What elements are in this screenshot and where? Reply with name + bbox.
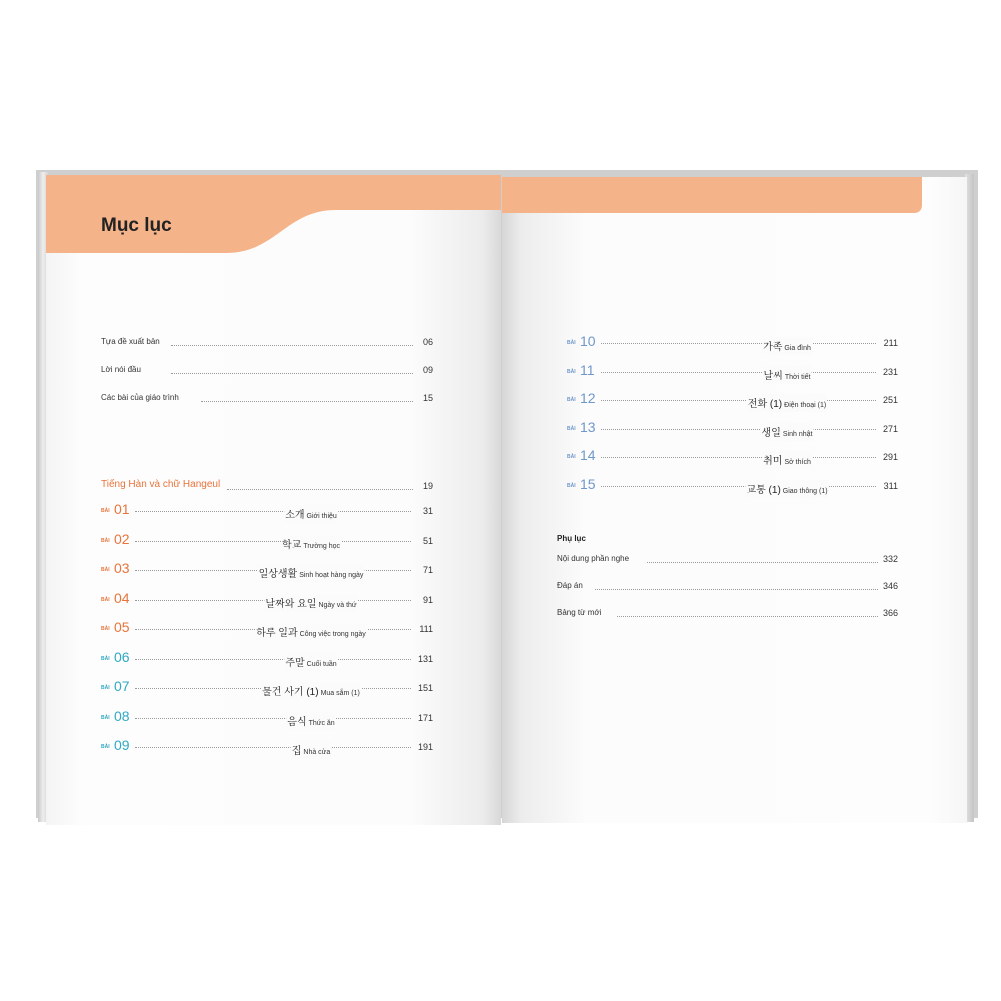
lesson-bai-label: BÀI (101, 537, 110, 544)
lesson-title-vietnamese: Thức ăn (308, 719, 335, 727)
lesson-bai-label: BÀI (567, 454, 576, 461)
dot-leader (601, 343, 876, 344)
lesson-number: 06 (114, 648, 130, 665)
lesson-title-korean: 물건 사기 (1) (262, 687, 319, 698)
lesson-entry[interactable] (101, 649, 433, 667)
lesson-number: 11 (580, 361, 595, 378)
lesson-title-korean: 학교 (282, 539, 302, 551)
lesson-bai-label: BÀI (101, 685, 110, 691)
dot-leader (227, 489, 413, 490)
lesson-title-korean: 일상생활 (258, 569, 298, 580)
section-hangeul[interactable] (101, 478, 433, 492)
lesson-bai-label: BÀI (101, 626, 110, 632)
lesson-title-korean: 취미 (763, 456, 783, 468)
lesson-entry[interactable] (101, 590, 433, 608)
appendix-title: Phụ lục (557, 534, 586, 543)
lesson-page: 171 (417, 712, 433, 723)
dot-leader (647, 562, 878, 563)
lesson-entry[interactable] (567, 419, 898, 437)
lesson-entry[interactable] (567, 476, 898, 494)
lesson-bai-label: BÀI (101, 567, 110, 573)
dot-leader (601, 457, 876, 458)
lesson-title-vietnamese: Sở thích (784, 459, 811, 467)
dot-leader (617, 616, 878, 617)
lesson-entry[interactable] (101, 708, 433, 726)
lesson-title-vietnamese: Điện thoại (1) (784, 402, 827, 410)
intro-entry-label: Các bài của giáo trình (101, 393, 179, 402)
dot-leader (135, 718, 411, 719)
appendix-entry-label: Nội dung phần nghe (557, 554, 630, 563)
lesson-number: 13 (580, 418, 596, 435)
lesson-bai-label: BÀI (101, 655, 110, 662)
intro-entry-label: Tựa đề xuất bản (101, 337, 160, 346)
lesson-entry[interactable] (101, 619, 433, 637)
lesson-title (745, 480, 828, 498)
lesson-number: 04 (114, 589, 130, 606)
lesson-title-vietnamese: Cuối tuần (306, 660, 337, 668)
lesson-title (284, 653, 337, 671)
intro-entry-page: 15 (422, 393, 433, 403)
lesson-page: 311 (883, 481, 898, 491)
appendix-entry-label: Bảng từ mới (557, 608, 602, 617)
dot-leader (201, 401, 413, 402)
lesson-number: 15 (580, 476, 596, 492)
lesson-bai-label: BÀI (101, 596, 110, 603)
lesson-page: 71 (422, 565, 433, 575)
appendix-entry-page: 366 (882, 608, 898, 618)
lesson-page: 151 (417, 683, 433, 693)
lesson-entry[interactable] (101, 531, 433, 549)
lesson-page: 211 (883, 338, 898, 348)
appendix-entry-label: Đáp án (557, 581, 583, 590)
section-page: 19 (422, 481, 433, 491)
right-page (502, 177, 967, 823)
lesson-page: 231 (882, 366, 898, 377)
lesson-bai-label: BÀI (101, 744, 110, 750)
lesson-page: 251 (882, 395, 898, 406)
appendix-entry-page: 332 (882, 554, 898, 564)
lesson-title (762, 337, 812, 355)
lesson-number: 09 (114, 737, 130, 753)
lesson-number: 14 (580, 447, 596, 464)
lesson-page: 31 (422, 506, 433, 516)
lesson-entry[interactable] (567, 390, 898, 411)
appendix-entry[interactable] (557, 551, 898, 565)
lesson-bai-label: BÀI (101, 714, 110, 721)
lesson-title-vietnamese: Gia đình (784, 345, 811, 352)
lesson-title-vietnamese: Công việc trong ngày (299, 631, 366, 638)
intro-entry-page: 09 (422, 365, 433, 375)
dot-leader (601, 486, 876, 487)
lesson-title-vietnamese: Giao thông (1) (782, 488, 828, 495)
header-band-right (502, 177, 967, 217)
lesson-bai-label: BÀI (567, 397, 576, 404)
lesson-title-vietnamese: Thời tiết (784, 373, 811, 381)
lesson-number: 05 (114, 619, 130, 635)
lesson-title-korean: 소개 (285, 510, 305, 521)
lesson-title (264, 594, 357, 612)
lesson-bai-label: BÀI (567, 483, 576, 489)
dot-leader (601, 400, 876, 401)
lesson-entry[interactable] (101, 560, 433, 578)
lesson-title-korean: 날짜와 요일 (265, 598, 317, 610)
dot-leader (601, 429, 876, 430)
lesson-title (286, 712, 335, 730)
lesson-entry[interactable] (101, 737, 433, 755)
lesson-number: 01 (114, 501, 130, 517)
lesson-title (761, 423, 814, 441)
dot-leader (171, 373, 413, 374)
lesson-title-korean: 집 (291, 746, 302, 757)
lesson-page: 271 (882, 423, 898, 434)
lesson-bai-label: BÀI (567, 368, 576, 375)
lesson-title-korean: 날씨 (763, 370, 783, 382)
dot-leader (171, 345, 413, 346)
lesson-entry[interactable] (101, 678, 433, 696)
lesson-title (763, 366, 812, 384)
lesson-page: 51 (422, 535, 433, 546)
lesson-title-korean: 음식 (287, 716, 307, 728)
lesson-title-vietnamese: Nhà cửa (303, 749, 331, 756)
dot-leader (135, 511, 411, 512)
lesson-number: 02 (114, 530, 130, 547)
lesson-page: 191 (417, 742, 433, 752)
lesson-title (747, 394, 827, 412)
intro-entry[interactable] (101, 390, 433, 404)
lesson-title-korean: 전화 (1) (747, 399, 783, 411)
intro-entry-page: 06 (422, 337, 433, 347)
lesson-title (291, 741, 332, 759)
dot-leader (135, 659, 411, 660)
intro-entry[interactable] (101, 362, 433, 376)
lesson-entry[interactable] (567, 362, 898, 380)
lesson-title-korean: 하루 일과 (256, 628, 298, 639)
lesson-entry[interactable] (567, 447, 898, 468)
lesson-entry[interactable] (101, 501, 433, 519)
intro-entry-label: Lời nói đầu (101, 365, 141, 374)
dot-leader (135, 541, 411, 542)
lesson-title (255, 623, 367, 641)
appendix-entry-page: 346 (882, 581, 898, 591)
lesson-title-vietnamese: Giới thiệu (306, 513, 337, 520)
page-title: Mục lục (101, 215, 172, 236)
dot-leader (135, 747, 411, 748)
lesson-page: 111 (419, 624, 433, 634)
intro-entry[interactable] (101, 334, 433, 348)
lesson-number: 08 (114, 707, 130, 724)
lesson-title-korean: 생일 (761, 427, 781, 439)
lesson-number: 07 (114, 678, 130, 694)
lesson-title-korean: 주말 (285, 657, 305, 669)
appendix-entry[interactable] (557, 605, 898, 619)
dot-leader (601, 372, 876, 373)
lesson-bai-label: BÀI (567, 340, 576, 346)
lesson-bai-label: BÀI (567, 425, 576, 432)
lesson-title-korean: 가족 (763, 342, 783, 353)
lesson-title (284, 505, 338, 523)
lesson-title-vietnamese: Trường học (303, 542, 340, 550)
lesson-title (261, 682, 361, 700)
lesson-title-vietnamese: Mua sắm (1) (320, 690, 360, 697)
lesson-number: 12 (580, 390, 596, 407)
lesson-page: 91 (422, 594, 433, 605)
lesson-title-vietnamese: Sinh hoạt hàng ngày (299, 572, 364, 579)
lesson-number: 10 (580, 333, 596, 349)
left-page (46, 175, 501, 825)
section-title: Tiếng Hàn và chữ Hangeul (101, 479, 221, 490)
lesson-number: 03 (114, 560, 130, 576)
lesson-title (258, 564, 365, 582)
lesson-title (281, 535, 341, 553)
lesson-title-korean: 교통 (1) (746, 485, 781, 496)
lesson-page: 131 (417, 653, 433, 664)
dot-leader (595, 589, 878, 590)
lesson-title-vietnamese: Sinh nhật (782, 430, 813, 438)
lesson-title (762, 451, 812, 469)
lesson-title-vietnamese: Ngày và thứ (318, 601, 357, 609)
lesson-bai-label: BÀI (101, 508, 110, 514)
lesson-page: 291 (882, 452, 898, 463)
appendix-entry[interactable] (557, 578, 898, 592)
lesson-entry[interactable] (567, 333, 898, 351)
